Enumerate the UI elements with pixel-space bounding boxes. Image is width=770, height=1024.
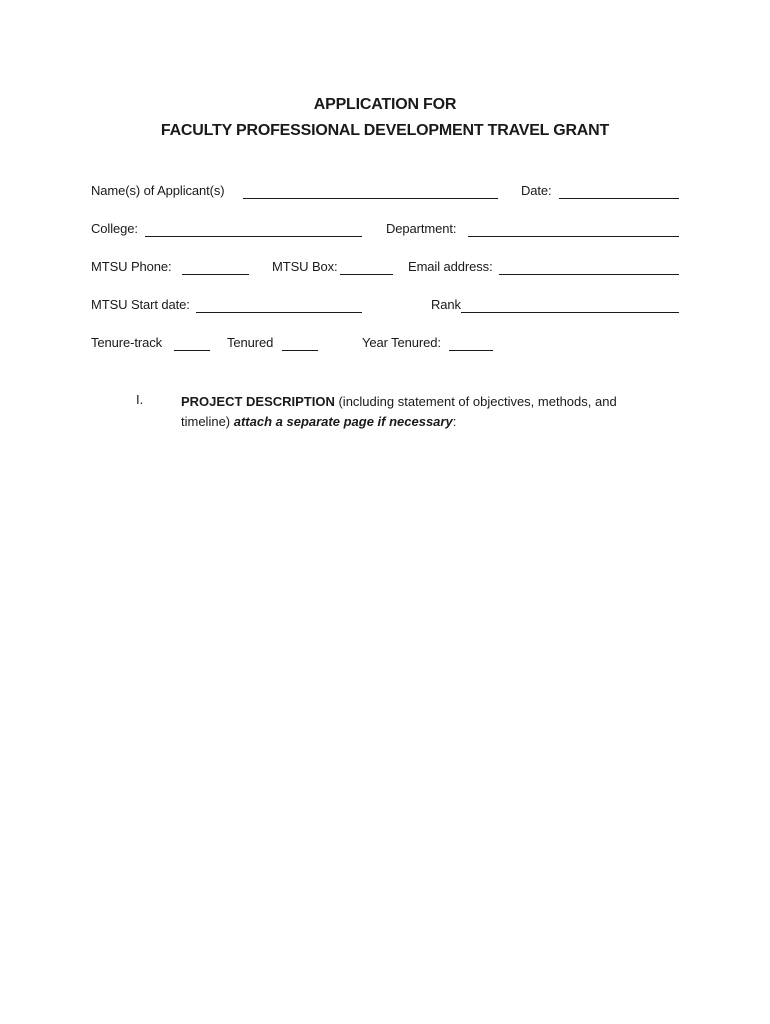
department-label: Department: (386, 221, 457, 236)
email-label: Email address: (408, 259, 493, 274)
college-label: College: (91, 221, 138, 236)
college-field[interactable] (145, 236, 362, 237)
document-title-line1: APPLICATION FOR (313, 96, 457, 113)
tenure-track-label: Tenure-track (91, 335, 163, 350)
section-description: (including statement of objectives, methods, and timeline) (181, 394, 617, 429)
phone-label: MTSU Phone: (91, 259, 172, 274)
applicant-name-label: Name(s) of Applicant(s) (91, 183, 225, 198)
section-project-description (181, 392, 651, 432)
box-field[interactable] (340, 274, 393, 275)
rank-field[interactable] (461, 312, 679, 313)
date-field[interactable] (559, 198, 679, 199)
start-date-label: MTSU Start date: (91, 297, 190, 312)
box-label: MTSU Box: (272, 259, 338, 274)
start-date-field[interactable] (196, 312, 362, 313)
year-tenured-field[interactable] (449, 350, 493, 351)
section-number: I. (136, 392, 144, 407)
applicant-name-field[interactable] (243, 198, 498, 199)
tenured-field[interactable] (282, 350, 318, 351)
document-title-line2: FACULTY PROFESSIONAL DEVELOPMENT TRAVEL GRANT (160, 122, 610, 139)
department-field[interactable] (468, 236, 679, 237)
section-colon: : (452, 414, 457, 429)
section-heading: PROJECT DESCRIPTION (181, 394, 335, 409)
tenured-label: Tenured (227, 335, 274, 350)
rank-label: Rank (431, 297, 461, 312)
date-label: Date: (521, 183, 552, 198)
email-field[interactable] (499, 274, 679, 275)
year-tenured-label: Year Tenured: (362, 335, 441, 350)
section-note: attach a separate page if necessary (233, 414, 453, 429)
tenure-track-field[interactable] (174, 350, 210, 351)
phone-field[interactable] (182, 274, 249, 275)
